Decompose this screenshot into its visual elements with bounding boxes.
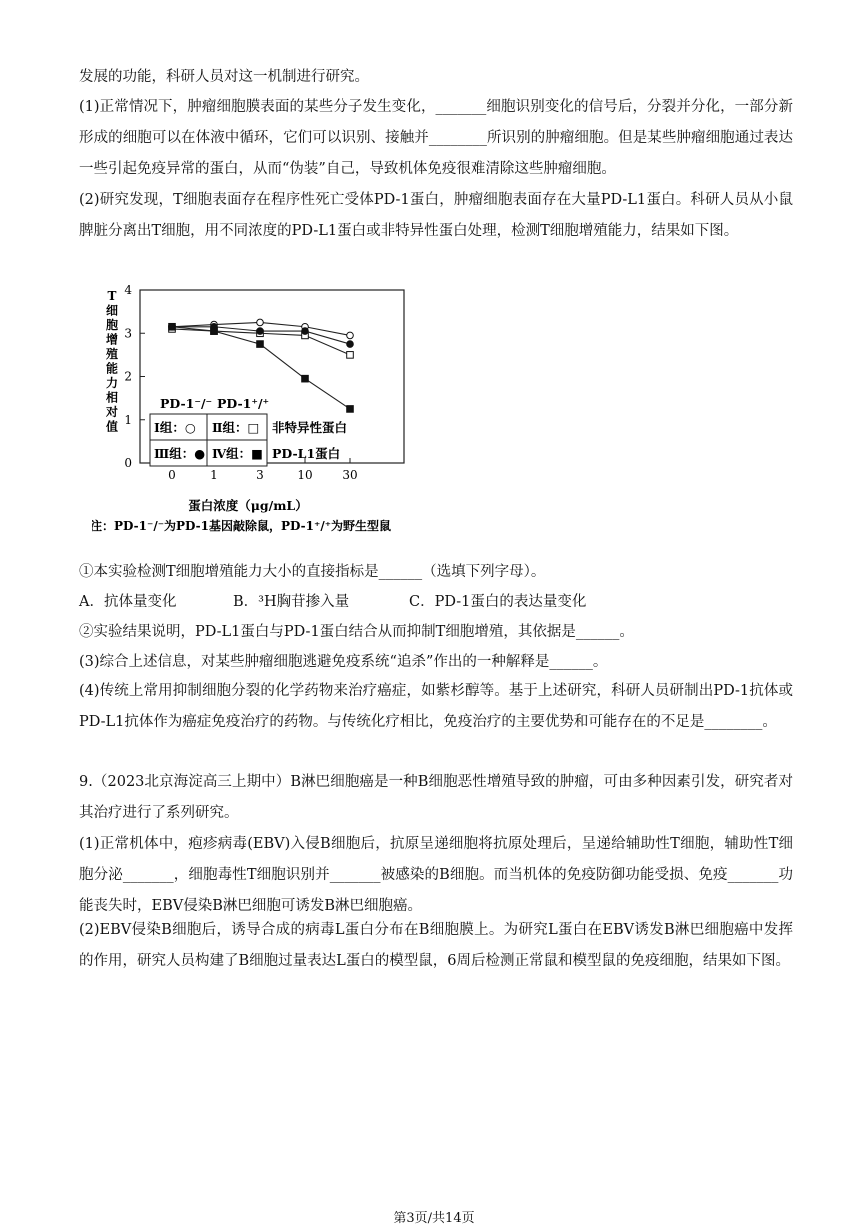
- legend-row-pdl1: PD-L1蛋白: [272, 446, 341, 461]
- y-axis-label-char: T: [107, 289, 117, 303]
- y-axis-label-char: 值: [105, 419, 119, 434]
- x-tick-label: 10: [297, 468, 313, 482]
- paragraph-question-2: (2)研究发现，T细胞表面存在程序性死亡受体PD-1蛋白，肿瘤细胞表面存在大量PD-L1蛋白。科研人员从小鼠脾脏分离出T细胞，用不同浓度的PD-L1蛋白或非特异性蛋白处理，检测T细胞增殖能力，结果如下图。: [79, 192, 793, 239]
- legend-group-3: Ⅲ组：●: [154, 446, 206, 461]
- x-axis-label: 蛋白浓度（μg/mL）: [188, 498, 308, 513]
- y-tick-label: 2: [124, 369, 132, 384]
- data-point: [302, 328, 309, 335]
- chart-note: 注：PD-1⁻/⁻为PD-1基因敲除鼠，PD-1⁺/⁺为野生型鼠: [92, 519, 392, 533]
- option-c: C．PD-1蛋白的表达量变化: [409, 594, 587, 610]
- y-tick-label: 4: [124, 283, 132, 297]
- x-tick-label: 30: [342, 468, 358, 482]
- y-axis-label-char: 能: [105, 361, 119, 376]
- chart-figure: [92, 278, 428, 540]
- data-point: [347, 332, 354, 339]
- paragraph-problem-9: 9.（2023北京海淀高三上期中）B淋巴细胞癌是一种B细胞恶性增殖导致的肿瘤，可由多种因素引发，研究者对其治疗进行了系列研究。: [79, 774, 793, 821]
- y-axis-label-char: 相: [105, 390, 119, 405]
- data-point: [257, 328, 264, 335]
- data-point: [257, 319, 264, 326]
- paragraph-intro: 发展的功能，科研人员对这一机制进行研究。: [79, 69, 369, 85]
- legend-header-pd1-wildtype: PD-1⁺/⁺: [217, 396, 270, 411]
- data-point: [169, 323, 176, 330]
- option-b: B．³H胸苷掺入量: [233, 594, 350, 610]
- y-axis-label-char: 增: [105, 332, 119, 347]
- page-footer: 第3页/共14页: [393, 1211, 475, 1226]
- legend-group-2: Ⅱ组：□: [212, 420, 260, 435]
- y-axis-label-char: 力: [105, 376, 119, 390]
- y-tick-label: 3: [124, 326, 132, 341]
- paragraph-question-3: (3)综合上述信息，对某些肿瘤细胞逃避免疫系统“追杀”作出的一种解释是______。: [79, 654, 608, 670]
- legend-header-pd1-knockout: PD-1⁻/⁻: [160, 396, 213, 411]
- paragraph-problem-9-part-2: (2)EBV侵染B细胞后，诱导合成的病毒L蛋白分布在B细胞膜上。为研究L蛋白在EBV诱发B淋巴细胞癌中发挥的作用，研究人员构建了B细胞过量表达L蛋白的模型鼠，6周后检测正常鼠和模型鼠的免疫细胞，结果如下图。: [79, 922, 793, 969]
- y-axis-label-char: 对: [105, 405, 119, 419]
- legend-row-nonspecific: 非特异性蛋白: [272, 420, 348, 435]
- line-chart: [92, 278, 428, 540]
- paragraph-question-1: (1)正常情况下，肿瘤细胞膜表面的某些分子发生变化，_______细胞识别变化的信号后，分裂并分化，一部分新形成的细胞可以在体液中循环，它们可以识别、接触并________所识别的肿瘤细胞。但是某些肿瘤细胞通过表达一些引起免疫异常的蛋白，从而“伪装”自己，导致机体免疫很难清除这些肿瘤细胞。: [79, 99, 793, 177]
- legend-group-1: Ⅰ组：○: [154, 420, 196, 435]
- chart-legend: [150, 396, 347, 466]
- answer-options: [79, 590, 793, 610]
- y-axis-label-char: 胞: [105, 318, 119, 332]
- y-tick-label: 1: [124, 412, 132, 427]
- y-axis-label-char: 细: [105, 303, 119, 318]
- question-item-2: ②实验结果说明，PD-L1蛋白与PD-1蛋白结合从而抑制T细胞增殖，其依据是______。: [79, 624, 634, 640]
- y-axis-label-char: 殖: [105, 347, 119, 361]
- x-tick-label: 1: [210, 468, 218, 482]
- x-tick-label: 0: [168, 468, 176, 482]
- data-point: [347, 352, 354, 359]
- data-point: [347, 341, 354, 348]
- y-tick-label: 0: [124, 456, 132, 470]
- option-a: A．抗体量变化: [79, 594, 177, 610]
- data-point: [211, 328, 218, 335]
- data-point: [257, 341, 264, 348]
- paragraph-problem-9-part-1: (1)正常机体中，疱疹病毒(EBV)入侵B细胞后，抗原呈递细胞将抗原处理后，呈递给辅助性T细胞，辅助性T细胞分泌_______，细胞毒性T细胞识别并_______被感染的B细胞。而当机体的免疫防御功能受损、免疫_______功能丧失时，EBV侵染B淋巴细胞可诱发B淋巴细胞癌。: [79, 836, 793, 914]
- data-point: [302, 375, 309, 382]
- question-item-1: ①本实验检测T细胞增殖能力大小的直接指标是______（选填下列字母）。: [79, 564, 546, 580]
- data-point: [347, 406, 354, 413]
- x-tick-label: 3: [256, 468, 264, 482]
- paragraph-question-4: (4)传统上常用抑制细胞分裂的化学药物来治疗癌症，如紫杉醇等。基于上述研究，科研人员研制出PD-1抗体或PD-L1抗体作为癌症免疫治疗的药物。与传统化疗相比，免疫治疗的主要优势和可能存在的不足是________。: [79, 683, 793, 730]
- y-axis-label: [105, 289, 118, 434]
- legend-group-4: Ⅳ组：■: [212, 446, 263, 461]
